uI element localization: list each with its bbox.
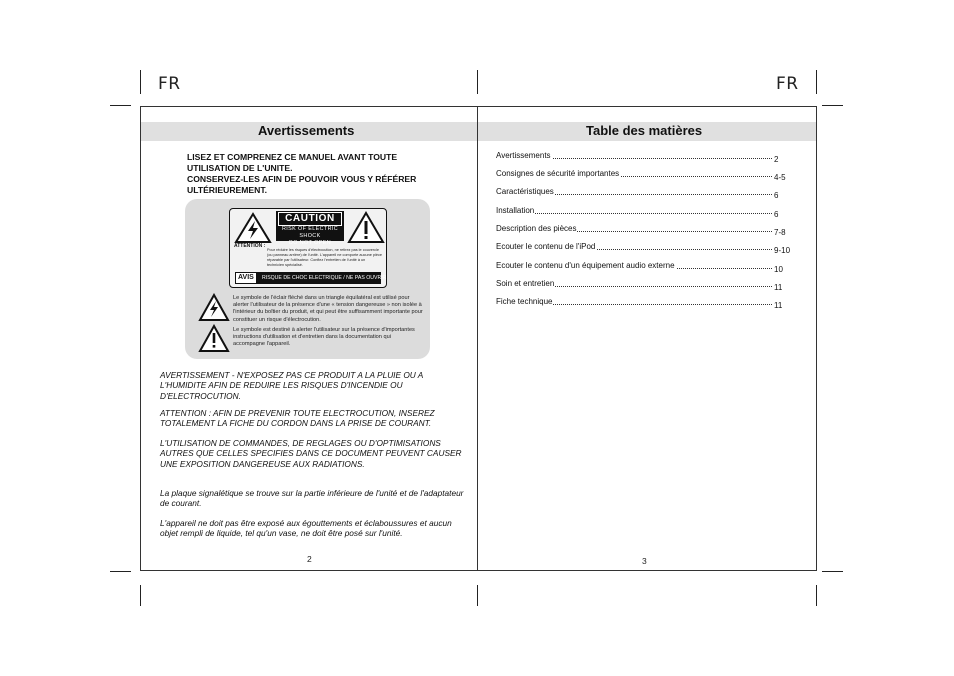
exclamation-symbol-description: Le symbole est destiné à alerter l'utilisateur sur la présence d'importantes instructions d'utilisation et d'entretien dans la documentation qui accompagne l'appareil. xyxy=(233,327,415,348)
toc-entry[interactable] xyxy=(496,187,796,199)
warning-line: LISEZ ET COMPRENEZ CE MANUEL AVANT TOUTE xyxy=(187,152,398,162)
paragraph-rating-plate: La plaque signalétique se trouve sur la partie inférieure de l'unité et de l'adaptateur de courant. xyxy=(160,488,464,509)
toc-entry-label: Consignes de sécurité importantes xyxy=(496,169,620,178)
toc-entry-label: Soin et entretien xyxy=(496,279,555,288)
lightning-symbol-description: Le symbole de l'éclair fléché dans un triangle équilatéral est utilisé pour alerter l'utilisateur de la présence d'une « tension dangereuse » non isolée à l'intérieur du boîtier du produit, et qui peut être suffisamment importante pour constituer un risque d'électrocution. xyxy=(233,295,423,323)
paragraph-rain-warning: AVERTISSEMENT - N'EXPOSEZ PAS CE PRODUIT A LA PLUIE OU A L'HUMIDITE AFIN DE REDUIRE LES RISQUES D'INCENDIE OU D'ELECTROCUTION. xyxy=(160,370,423,401)
toc-entry-page: 10 xyxy=(774,265,783,274)
toc-entry-label: Description des pièces xyxy=(496,224,577,233)
toc-entry[interactable] xyxy=(496,242,796,254)
page-divider xyxy=(477,106,478,571)
crop-mark xyxy=(110,571,131,572)
crop-mark xyxy=(140,585,141,606)
avis-banner xyxy=(235,272,387,284)
crop-mark xyxy=(477,585,478,606)
paragraph-liquid-warning: L'appareil ne doit pas être exposé aux égouttements et éclaboussures et aucun objet rempli de liquide, tel qu'un vase, ne doit être posé sur l'unité. xyxy=(160,518,452,539)
warning-line: CONSERVEZ-LES AFIN DE POUVOIR VOUS Y RÉFÉRER xyxy=(187,174,417,184)
caution-block xyxy=(276,211,344,246)
crop-mark xyxy=(110,105,131,106)
toc-entry-label: Avertissements xyxy=(496,151,551,160)
toc-entry-page: 2 xyxy=(774,155,779,164)
toc-entry-label: Fiche technique xyxy=(496,297,553,306)
toc-entry[interactable] xyxy=(496,151,796,163)
exclamation-symbol-icon xyxy=(198,324,230,353)
crop-mark xyxy=(816,585,817,606)
exclamation-triangle-icon xyxy=(347,211,385,244)
caution-line1: RISK OF ELECTRIC SHOCK xyxy=(281,226,339,239)
toc-entry[interactable] xyxy=(496,224,796,236)
toc-entry-page: 6 xyxy=(774,191,779,200)
toc-entry-page: 4-5 xyxy=(774,173,786,182)
language-mark-left: FR xyxy=(158,74,181,94)
toc-entry-page: 7-8 xyxy=(774,228,786,237)
crop-mark xyxy=(140,70,141,94)
toc-leader xyxy=(496,212,772,214)
toc-entry[interactable] xyxy=(496,297,796,309)
caution-title: CAUTION xyxy=(278,212,342,226)
lightning-triangle-icon xyxy=(234,212,272,244)
toc-entry[interactable] xyxy=(496,169,796,181)
crop-mark xyxy=(816,70,817,94)
crop-mark xyxy=(822,571,843,572)
lightning-symbol-icon xyxy=(198,293,230,322)
crop-mark xyxy=(822,105,843,106)
attention-text: Pour réduire les risques d'électrocution, ne retirez pas le couvercle (ou panneau arrière) de l'unité. L'appareil ne comporte aucune pièce réparable par l'utilisateur. Confiez l'entretien de l'unité à un technicien spécialisé. xyxy=(267,248,383,267)
right-page-title: Table des matières xyxy=(586,123,703,138)
paragraph-radiation-warning: L'UTILISATION DE COMMANDES, DE REGLAGES OU D'OPTIMISATIONS AUTRES QUE CELLES SPECIFIES DANS CE DOCUMENT PEUVENT CAUSER UNE EXPOSITION DANGEREUSE AUX RADIATIONS. xyxy=(160,438,462,469)
toc-entry-label: Ecouter le contenu de l'iPod xyxy=(496,242,596,251)
avis-label: AVIS xyxy=(238,274,254,281)
left-page-title: Avertissements xyxy=(258,123,355,138)
toc-entry-page: 9-10 xyxy=(774,246,791,255)
right-page-number: 3 xyxy=(642,556,647,566)
avis-text: RISQUE DE CHOC ELECTRIQUE / NE PAS OUVRIR xyxy=(262,275,387,281)
warning-line: ULTÉRIEUREMENT. xyxy=(187,185,268,195)
warning-line: UTILISATION DE L'UNITE. xyxy=(187,163,293,173)
crop-mark xyxy=(477,70,478,94)
toc-entry[interactable] xyxy=(496,206,796,218)
toc-entry-label: Installation xyxy=(496,206,535,215)
toc-entry-page: 11 xyxy=(774,283,783,292)
language-mark-right: FR xyxy=(776,74,799,94)
toc-entry[interactable] xyxy=(496,279,796,291)
attention-label: ATTENTION : xyxy=(234,243,266,249)
toc-entry-page: 6 xyxy=(774,210,779,219)
caution-line2: DO NOT OPEN xyxy=(288,240,332,246)
toc-entry-page: 11 xyxy=(774,301,783,310)
toc-entry-label: Caractéristiques xyxy=(496,187,554,196)
paragraph-plug-warning: ATTENTION : AFIN DE PREVENIR TOUTE ELECTROCUTION, INSEREZ TOTALEMENT LA FICHE DU CORDON DANS LA PRISE DE COURANT. xyxy=(160,408,435,429)
toc-entry[interactable] xyxy=(496,261,796,273)
left-page-number: 2 xyxy=(307,554,312,564)
read-manual-warning xyxy=(187,152,447,196)
toc-entry-label: Ecouter le contenu d'un équipement audio externe xyxy=(496,261,675,270)
